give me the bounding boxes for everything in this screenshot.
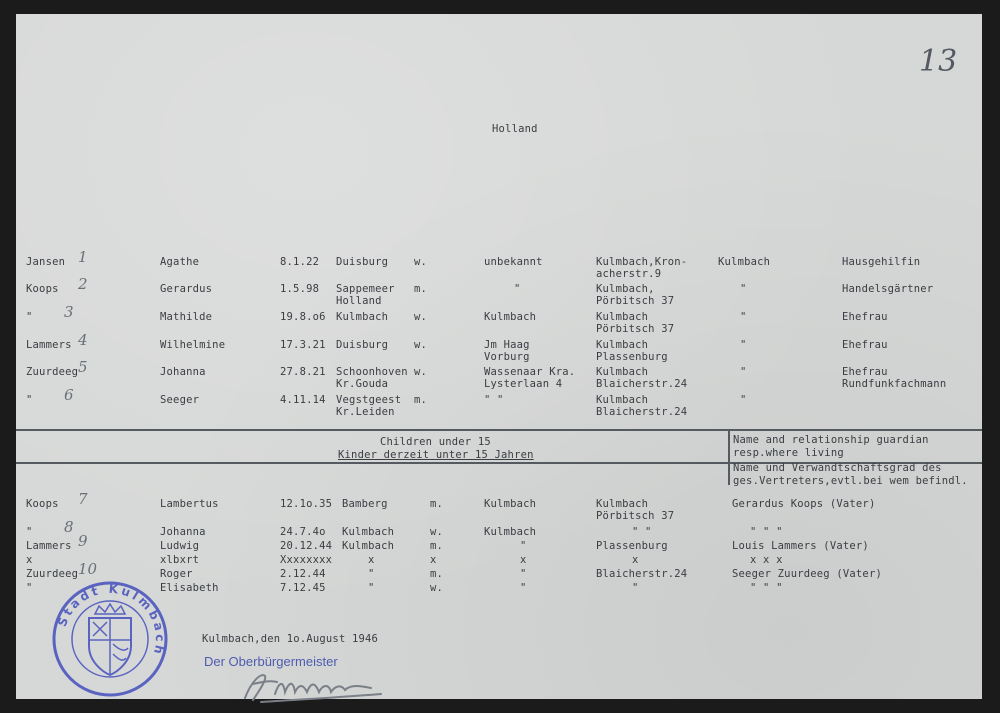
surname-cell: Jansen xyxy=(26,256,66,268)
sex-cell: w. xyxy=(414,339,428,351)
officer-stamp-text: Der Oberbürgermeister xyxy=(204,654,338,669)
sex-cell: m. xyxy=(430,568,444,580)
sex-cell: w. xyxy=(414,366,428,378)
birthplace-cell: " xyxy=(368,568,375,580)
current-residence-cell: " xyxy=(740,394,747,406)
guardian-cell: " " " xyxy=(750,526,783,538)
birth-date-cell: 8.1.22 xyxy=(280,256,320,268)
address-cell: Blaicherstr.24 xyxy=(596,568,688,580)
previous-residence-cell: " xyxy=(520,568,527,580)
handwritten-row-number: 1 xyxy=(78,248,88,266)
current-residence-cell: " xyxy=(740,283,747,295)
first-name-cell: Gerardus xyxy=(160,283,213,295)
children-header-de: Kinder derzeit unter 15 Jahren xyxy=(338,449,534,461)
sex-cell: m. xyxy=(430,498,444,510)
birth-date-cell: 19.8.o6 xyxy=(280,311,326,323)
address-cell: x xyxy=(632,554,639,566)
address-cell: " xyxy=(632,582,639,594)
first-name-cell: Johanna xyxy=(160,366,206,378)
sex-cell: w. xyxy=(430,526,444,538)
handwritten-row-number: 6 xyxy=(64,386,74,404)
address-cell: Blaicherstr.24 xyxy=(596,378,688,390)
birthplace-cell: Kulmbach xyxy=(342,526,395,538)
address-cell: Blaicherstr.24 xyxy=(596,406,688,418)
column-divider xyxy=(728,429,730,485)
birth-date-cell: 20.12.44 xyxy=(280,540,333,552)
birthplace-cell: Kr.Leiden xyxy=(336,406,395,418)
birthplace-cell: Bamberg xyxy=(342,498,388,510)
first-name-cell: Elisabeth xyxy=(160,582,219,594)
surname-cell: " xyxy=(26,582,33,594)
surname-cell: " xyxy=(26,526,33,538)
previous-residence-cell: Kulmbach xyxy=(484,526,537,538)
address-cell: Plassenburg xyxy=(596,351,668,363)
surname-cell: Zuurdeeg xyxy=(26,568,79,580)
birth-date-cell: 2.12.44 xyxy=(280,568,326,580)
svg-text:Stadt Kulmbach xyxy=(55,582,167,659)
birthplace-cell: Vegstgeest xyxy=(336,394,402,406)
guardian-cell: " " " xyxy=(750,582,783,594)
sex-cell: w. xyxy=(414,256,428,268)
sex-cell: w. xyxy=(430,582,444,594)
birth-date-cell: 7.12.45 xyxy=(280,582,326,594)
previous-residence-cell: unbekannt xyxy=(484,256,543,268)
guardian-header-en-1: Name and relationship guardian xyxy=(733,434,929,446)
surname-cell: " xyxy=(26,394,33,406)
surname-cell: Koops xyxy=(26,283,59,295)
guardian-header-de-1: Name und Verwandtschaftsgrad des xyxy=(733,462,942,474)
birthplace-cell: Duisburg xyxy=(336,339,389,351)
document-title: Holland xyxy=(492,123,538,135)
handwritten-row-number: 5 xyxy=(78,358,88,376)
birthplace-cell: " xyxy=(368,582,375,594)
birthplace-cell: Kr.Gouda xyxy=(336,378,389,390)
guardian-cell: Louis Lammers (Vater) xyxy=(732,540,869,552)
surname-cell: Lammers xyxy=(26,540,72,552)
handwritten-row-number: 2 xyxy=(78,275,88,293)
place-date: Kulmbach,den 1o.August 1946 xyxy=(202,633,379,645)
address-cell: acherstr.9 xyxy=(596,268,662,280)
handwritten-row-number: 7 xyxy=(78,490,88,508)
previous-residence-cell: Kulmbach xyxy=(484,311,537,323)
previous-residence-cell: Lysterlaan 4 xyxy=(484,378,563,390)
previous-residence-cell: Vorburg xyxy=(484,351,530,363)
occupation-cell: Ehefrau xyxy=(842,366,888,378)
address-cell: Pörbitsch 37 xyxy=(596,323,675,335)
table-divider-top xyxy=(16,429,982,431)
occupation-cell: Hausgehilfin xyxy=(842,256,921,268)
occupation-cell: Ehefrau xyxy=(842,311,888,323)
birth-date-cell: Xxxxxxxx xyxy=(280,554,333,566)
sex-cell: m. xyxy=(414,394,428,406)
current-residence-cell: " xyxy=(740,339,747,351)
handwritten-row-number: 8 xyxy=(64,518,74,536)
guardian-cell: Seeger Zuurdeeg (Vater) xyxy=(732,568,882,580)
page-number: 13 xyxy=(919,44,958,79)
surname-cell: Koops xyxy=(26,498,59,510)
guardian-header-de-2: ges.Vertreters,evtl.bei wem befindl. xyxy=(733,475,968,487)
birthplace-cell: x xyxy=(368,554,375,566)
address-cell: Kulmbach xyxy=(596,498,649,510)
birthplace-cell: Kulmbach xyxy=(342,540,395,552)
surname-cell: Zuurdeeg xyxy=(26,366,79,378)
guardian-cell: Gerardus Koops (Vater) xyxy=(732,498,876,510)
first-name-cell: Seeger xyxy=(160,394,200,406)
seal-text: Stadt Kulmbach xyxy=(54,581,168,659)
birth-date-cell: 4.11.14 xyxy=(280,394,326,406)
previous-residence-cell: " xyxy=(514,283,521,295)
previous-residence-cell: x xyxy=(520,554,527,566)
signature xyxy=(231,664,431,706)
handwritten-row-number: 9 xyxy=(78,532,88,550)
handwritten-row-number: 4 xyxy=(78,331,88,349)
current-residence-cell: Kulmbach xyxy=(718,256,771,268)
address-cell: Plassenburg xyxy=(596,540,668,552)
first-name-cell: Johanna xyxy=(160,526,206,538)
handwritten-row-number: 10 xyxy=(78,560,98,578)
first-name-cell: xlbxrt xyxy=(160,554,200,566)
birth-date-cell: 1.5.98 xyxy=(280,283,320,295)
birthplace-cell: Holland xyxy=(336,295,382,307)
occupation-cell: Rundfunkfachmann xyxy=(842,378,947,390)
address-cell: Kulmbach, xyxy=(596,283,655,295)
sex-cell: m. xyxy=(430,540,444,552)
previous-residence-cell: Kulmbach xyxy=(484,498,537,510)
first-name-cell: Agathe xyxy=(160,256,200,268)
guardian-cell: x x x xyxy=(750,554,783,566)
birth-date-cell: 24.7.4o xyxy=(280,526,326,538)
previous-residence-cell: " xyxy=(520,540,527,552)
birth-date-cell: 12.1o.35 xyxy=(280,498,333,510)
surname-cell: Lammers xyxy=(26,339,72,351)
occupation-cell: Ehefrau xyxy=(842,339,888,351)
handwritten-row-number: 3 xyxy=(64,303,74,321)
city-seal-stamp xyxy=(51,580,169,698)
birth-date-cell: 17.3.21 xyxy=(280,339,326,351)
address-cell: Kulmbach xyxy=(596,394,649,406)
address-cell: Kulmbach xyxy=(596,339,649,351)
address-cell: Pörbitsch 37 xyxy=(596,510,675,522)
birthplace-cell: Kulmbach xyxy=(336,311,389,323)
first-name-cell: Wilhelmine xyxy=(160,339,226,351)
sex-cell: m. xyxy=(414,283,428,295)
address-cell: " " xyxy=(632,526,652,538)
birthplace-cell: Sappemeer xyxy=(336,283,395,295)
previous-residence-cell: Jm Haag xyxy=(484,339,530,351)
birthplace-cell: Duisburg xyxy=(336,256,389,268)
address-cell: Kulmbach,Kron- xyxy=(596,256,688,268)
previous-residence-cell: Wassenaar Kra. xyxy=(484,366,576,378)
document-page xyxy=(16,14,982,699)
address-cell: Kulmbach xyxy=(596,311,649,323)
address-cell: Kulmbach xyxy=(596,366,649,378)
birth-date-cell: 27.8.21 xyxy=(280,366,326,378)
occupation-cell: Handelsgärtner xyxy=(842,283,934,295)
sex-cell: x xyxy=(430,554,437,566)
address-cell: Pörbitsch 37 xyxy=(596,295,675,307)
previous-residence-cell: " xyxy=(520,582,527,594)
first-name-cell: Roger xyxy=(160,568,193,580)
sex-cell: w. xyxy=(414,311,428,323)
first-name-cell: Mathilde xyxy=(160,311,213,323)
current-residence-cell: " xyxy=(740,311,747,323)
surname-cell: x xyxy=(26,554,33,566)
previous-residence-cell: " " xyxy=(484,394,504,406)
first-name-cell: Lambertus xyxy=(160,498,219,510)
current-residence-cell: " xyxy=(740,366,747,378)
birthplace-cell: Schoonhoven xyxy=(336,366,408,378)
children-header-en: Children under 15 xyxy=(380,436,491,448)
first-name-cell: Ludwig xyxy=(160,540,200,552)
guardian-header-en-2: resp.where living xyxy=(733,447,844,459)
surname-cell: " xyxy=(26,311,33,323)
